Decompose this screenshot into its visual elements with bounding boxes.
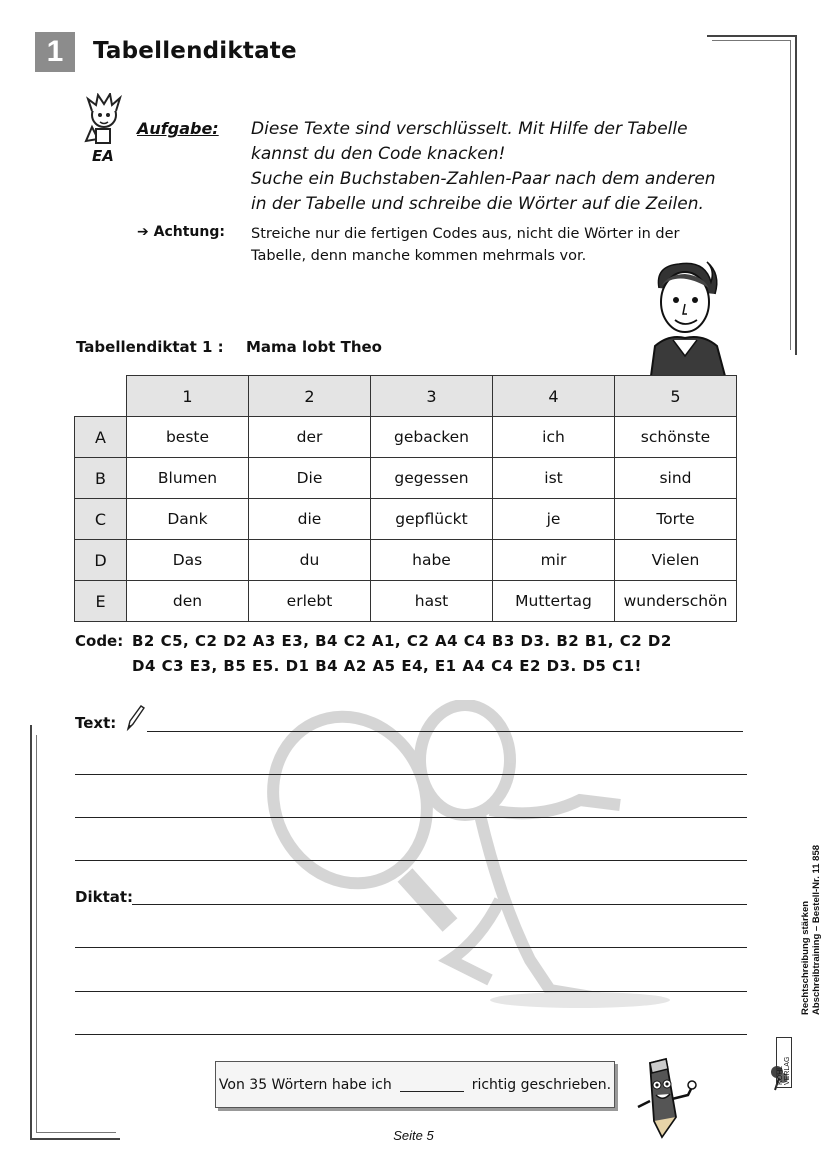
code-line: B2 C5, C2 D2 A3 E3, B4 C2 A1, C2 A4 C4 B3 D3. B2 B1, C2 D2	[132, 632, 672, 650]
table-row	[75, 417, 737, 458]
table-cell: die	[249, 499, 371, 540]
text-writing-line[interactable]	[75, 860, 747, 861]
publication-title: Rechtschreibung stärken	[800, 900, 811, 1015]
table-cell: Vielen	[615, 540, 737, 581]
diktat-writing-line[interactable]	[75, 947, 747, 948]
table-cell: Torte	[615, 499, 737, 540]
table-cell: erlebt	[249, 581, 371, 622]
page-number: Seite 5	[393, 1128, 434, 1143]
table-row	[75, 499, 737, 540]
task-line: Diese Texte sind verschlüsselt. Mit Hilfe der Tabelle	[251, 119, 688, 139]
boy-illustration	[645, 258, 730, 376]
table-title: Tabellendiktat 1 :	[76, 338, 224, 356]
warning-line: Tabelle, denn manche kommen mehrmals vor.	[251, 248, 587, 264]
row-header: A	[75, 417, 127, 458]
pencil-icon	[124, 703, 146, 733]
exercise-number: 1	[35, 32, 75, 72]
text-writing-line[interactable]	[75, 817, 747, 818]
table-corner	[75, 376, 127, 417]
task-label: Aufgabe:	[137, 119, 219, 138]
table-cell: Die	[249, 458, 371, 499]
table-cell: schönste	[615, 417, 737, 458]
table-cell: du	[249, 540, 371, 581]
table-cell: gepflückt	[371, 499, 493, 540]
diktat-writing-line[interactable]	[75, 1034, 747, 1035]
text-writing-line[interactable]	[75, 774, 747, 775]
score-box	[215, 1061, 615, 1108]
diktat-writing-line[interactable]	[75, 991, 747, 992]
frame-corner-top-inner	[790, 40, 791, 350]
kid-reading-icon	[80, 93, 128, 168]
table-cell: je	[493, 499, 615, 540]
score-text-after: richtig geschrieben.	[471, 1076, 612, 1093]
page-title: Tabellendiktate	[93, 38, 297, 64]
column-header: 3	[371, 376, 493, 417]
diktat-writing-line[interactable]	[132, 904, 747, 905]
table-cell: wunderschön	[615, 581, 737, 622]
frame-corner-top	[795, 35, 797, 355]
column-header: 4	[493, 376, 615, 417]
table-cell: Das	[127, 540, 249, 581]
warning-label: ➔ Achtung:	[137, 224, 225, 240]
frame-corner-bottom	[30, 725, 32, 1140]
row-header: C	[75, 499, 127, 540]
task-line: kannst du den Code knacken!	[251, 144, 506, 164]
table-cell: den	[127, 581, 249, 622]
column-header: 2	[249, 376, 371, 417]
table-cell: gebacken	[371, 417, 493, 458]
code-line: D4 C3 E3, B5 E5. D1 B4 A2 A5 E4, E1 A4 C4 E2 D3. D5 C1!	[132, 657, 642, 675]
frame-corner-top-inner	[712, 40, 790, 41]
publisher-name: KOHL VERLAG	[776, 1037, 792, 1088]
publication-info	[800, 845, 822, 1015]
table-cell: Dank	[127, 499, 249, 540]
table-cell: mir	[493, 540, 615, 581]
table-subtitle: Mama lobt Theo	[246, 338, 382, 356]
table-cell: hast	[371, 581, 493, 622]
column-header: 5	[615, 376, 737, 417]
table-cell: beste	[127, 417, 249, 458]
task-line: in der Tabelle und schreibe die Wörter auf die Zeilen.	[251, 194, 704, 214]
table-cell: ist	[493, 458, 615, 499]
table-cell: Muttertag	[493, 581, 615, 622]
code-table	[74, 375, 737, 622]
table-cell: ich	[493, 417, 615, 458]
row-header: B	[75, 458, 127, 499]
code-label: Code:	[75, 632, 124, 650]
row-header: E	[75, 581, 127, 622]
table-row	[75, 581, 737, 622]
warning-line: Streiche nur die fertigen Codes aus, nicht die Wörter in der	[251, 226, 680, 242]
column-header: 1	[127, 376, 249, 417]
frame-corner-top	[707, 35, 797, 37]
task-text	[251, 117, 731, 217]
table-cell: gegessen	[371, 458, 493, 499]
text-writing-line[interactable]	[147, 731, 743, 732]
score-text-before: Von 35 Wörtern habe ich	[218, 1076, 392, 1093]
table-cell: der	[249, 417, 371, 458]
table-cell: Blumen	[127, 458, 249, 499]
ea-badge: EA	[92, 147, 114, 165]
publication-order-number: Abschreibtraining – Bestell-Nr. 11 858	[811, 844, 822, 1015]
diktat-label: Diktat:	[75, 888, 134, 906]
task-line: Suche ein Buchstaben-Zahlen-Paar nach dem anderen	[251, 169, 716, 189]
table-row	[75, 458, 737, 499]
frame-corner-bottom-inner	[36, 735, 37, 1132]
row-header: D	[75, 540, 127, 581]
table-row	[75, 540, 737, 581]
table-cell: sind	[615, 458, 737, 499]
table-cell: habe	[371, 540, 493, 581]
score-blank[interactable]	[400, 1077, 464, 1092]
table-header-row	[75, 376, 737, 417]
text-label: Text:	[75, 714, 117, 732]
